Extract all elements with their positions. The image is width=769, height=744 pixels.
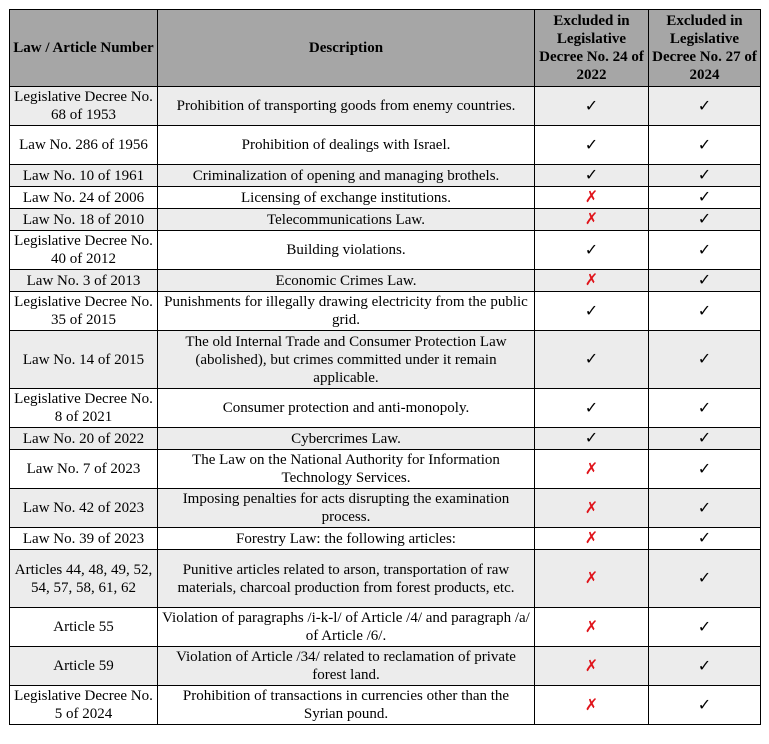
decree-2024-cell <box>649 292 761 331</box>
decree-2024-cell <box>649 389 761 428</box>
decree-2024-cell <box>649 209 761 231</box>
description-cell: Telecommunications Law. <box>158 209 535 231</box>
table-row <box>10 270 761 292</box>
law-cell: Legislative Decree No. 8 of 2021 <box>10 389 158 428</box>
description-cell: Violation of Article /34/ related to reclamation of private forest land. <box>158 647 535 686</box>
law-cell: Law No. 42 of 2023 <box>10 489 158 528</box>
law-cell: Law No. 18 of 2010 <box>10 209 158 231</box>
header-law: Law / Article Number <box>10 10 158 87</box>
check-mark-icon: ✓ <box>697 528 712 547</box>
check-mark-icon: ✓ <box>697 497 712 517</box>
table-row <box>10 331 761 389</box>
decree-2022-cell <box>535 450 649 489</box>
cross-mark-icon: ✗ <box>584 528 599 547</box>
decree-2024-cell <box>649 231 761 270</box>
decree-2022-cell <box>535 126 649 165</box>
check-mark-icon: ✓ <box>697 165 712 184</box>
check-mark-icon: ✓ <box>697 95 712 115</box>
law-cell: Legislative Decree No. 35 of 2015 <box>10 292 158 331</box>
check-mark-icon: ✓ <box>697 300 712 320</box>
decree-2022-cell <box>535 292 649 331</box>
table-row <box>10 686 761 725</box>
cross-mark-icon: ✗ <box>584 187 599 206</box>
decree-2022-cell <box>535 389 649 428</box>
decree-2024-cell <box>649 428 761 450</box>
cross-mark-icon: ✗ <box>584 655 599 675</box>
table-body <box>10 87 761 725</box>
check-mark-icon: ✓ <box>697 209 712 228</box>
law-cell: Law No. 7 of 2023 <box>10 450 158 489</box>
table-row <box>10 450 761 489</box>
check-mark-icon: ✓ <box>584 165 599 184</box>
description-cell: Building violations. <box>158 231 535 270</box>
law-cell: Article 59 <box>10 647 158 686</box>
decree-2024-cell <box>649 489 761 528</box>
decree-2022-cell <box>535 231 649 270</box>
cross-mark-icon: ✗ <box>584 568 599 587</box>
decree-2022-cell <box>535 550 649 608</box>
table-row <box>10 550 761 608</box>
header-decree-2022: Excluded in Legislative Decree No. 24 of 2022 <box>535 10 649 87</box>
decree-2022-cell <box>535 686 649 725</box>
description-cell: Imposing penalties for acts disrupting the examination process. <box>158 489 535 528</box>
law-cell: Law No. 24 of 2006 <box>10 187 158 209</box>
description-cell: Prohibition of transporting goods from enemy countries. <box>158 87 535 126</box>
law-cell: Legislative Decree No. 5 of 2024 <box>10 686 158 725</box>
decree-2022-cell <box>535 270 649 292</box>
check-mark-icon: ✓ <box>697 428 712 447</box>
check-mark-icon: ✓ <box>584 239 599 259</box>
cross-mark-icon: ✗ <box>584 497 599 517</box>
table-row <box>10 608 761 647</box>
cross-mark-icon: ✗ <box>584 270 599 289</box>
table-row <box>10 209 761 231</box>
law-cell: Law No. 20 of 2022 <box>10 428 158 450</box>
table-row <box>10 428 761 450</box>
cross-mark-icon: ✗ <box>584 209 599 228</box>
table-row <box>10 126 761 165</box>
check-mark-icon: ✓ <box>697 270 712 289</box>
header-description: Description <box>158 10 535 87</box>
check-mark-icon: ✓ <box>697 568 712 587</box>
description-cell: The old Internal Trade and Consumer Protection Law (abolished), but crimes committed under it remain applicable. <box>158 331 535 389</box>
decree-2022-cell <box>535 647 649 686</box>
table-row <box>10 165 761 187</box>
check-mark-icon: ✓ <box>697 239 712 259</box>
decree-2022-cell <box>535 87 649 126</box>
decree-2024-cell <box>649 528 761 550</box>
law-cell: Law No. 286 of 1956 <box>10 126 158 165</box>
decree-2022-cell <box>535 528 649 550</box>
table-row <box>10 647 761 686</box>
table-row <box>10 528 761 550</box>
decree-2024-cell <box>649 647 761 686</box>
decree-2022-cell <box>535 209 649 231</box>
header-row <box>10 10 761 87</box>
cross-mark-icon: ✗ <box>584 458 599 478</box>
table-row <box>10 489 761 528</box>
cross-mark-icon: ✗ <box>584 616 599 636</box>
decree-2024-cell <box>649 270 761 292</box>
table-row <box>10 292 761 331</box>
law-cell: Law No. 3 of 2013 <box>10 270 158 292</box>
table-row <box>10 389 761 428</box>
decree-2024-cell <box>649 331 761 389</box>
description-cell: Licensing of exchange institutions. <box>158 187 535 209</box>
check-mark-icon: ✓ <box>584 300 599 320</box>
decree-2022-cell <box>535 489 649 528</box>
description-cell: Cybercrimes Law. <box>158 428 535 450</box>
decree-2024-cell <box>649 126 761 165</box>
decree-2024-cell <box>649 450 761 489</box>
description-cell: Violation of paragraphs /i-k-l/ of Article /4/ and paragraph /a/ of Article /6/. <box>158 608 535 647</box>
table-row <box>10 87 761 126</box>
decree-2024-cell <box>649 87 761 126</box>
description-cell: Punishments for illegally drawing electricity from the public grid. <box>158 292 535 331</box>
law-cell: Law No. 39 of 2023 <box>10 528 158 550</box>
check-mark-icon: ✓ <box>584 349 599 368</box>
description-cell: Economic Crimes Law. <box>158 270 535 292</box>
decree-2022-cell <box>535 165 649 187</box>
check-mark-icon: ✓ <box>584 397 599 417</box>
law-cell: Articles 44, 48, 49, 52, 54, 57, 58, 61, 62 <box>10 550 158 608</box>
decree-2024-cell <box>649 686 761 725</box>
check-mark-icon: ✓ <box>584 428 599 447</box>
check-mark-icon: ✓ <box>697 694 712 714</box>
decree-2022-cell <box>535 428 649 450</box>
check-mark-icon: ✓ <box>697 134 712 154</box>
law-cell: Law No. 10 of 1961 <box>10 165 158 187</box>
law-cell: Article 55 <box>10 608 158 647</box>
check-mark-icon: ✓ <box>697 458 712 478</box>
check-mark-icon: ✓ <box>697 349 712 368</box>
exclusions-table <box>9 9 761 725</box>
description-cell: The Law on the National Authority for Information Technology Services. <box>158 450 535 489</box>
law-cell: Legislative Decree No. 40 of 2012 <box>10 231 158 270</box>
check-mark-icon: ✓ <box>584 95 599 115</box>
decree-2022-cell <box>535 187 649 209</box>
cross-mark-icon: ✗ <box>584 694 599 714</box>
law-cell: Legislative Decree No. 68 of 1953 <box>10 87 158 126</box>
decree-2024-cell <box>649 608 761 647</box>
check-mark-icon: ✓ <box>697 655 712 675</box>
decree-2024-cell <box>649 187 761 209</box>
check-mark-icon: ✓ <box>697 616 712 636</box>
table-row <box>10 231 761 270</box>
description-cell: Criminalization of opening and managing brothels. <box>158 165 535 187</box>
header-decree-2024: Excluded in Legislative Decree No. 27 of 2024 <box>649 10 761 87</box>
decree-2024-cell <box>649 550 761 608</box>
check-mark-icon: ✓ <box>697 397 712 417</box>
check-mark-icon: ✓ <box>697 187 712 206</box>
decree-2022-cell <box>535 608 649 647</box>
description-cell: Consumer protection and anti-monopoly. <box>158 389 535 428</box>
law-cell: Law No. 14 of 2015 <box>10 331 158 389</box>
description-cell: Forestry Law: the following articles: <box>158 528 535 550</box>
decree-2022-cell <box>535 331 649 389</box>
decree-2024-cell <box>649 165 761 187</box>
description-cell: Punitive articles related to arson, transportation of raw materials, charcoal production from forest products, etc. <box>158 550 535 608</box>
table-row <box>10 187 761 209</box>
check-mark-icon: ✓ <box>584 134 599 154</box>
description-cell: Prohibition of transactions in currencies other than the Syrian pound. <box>158 686 535 725</box>
description-cell: Prohibition of dealings with Israel. <box>158 126 535 165</box>
